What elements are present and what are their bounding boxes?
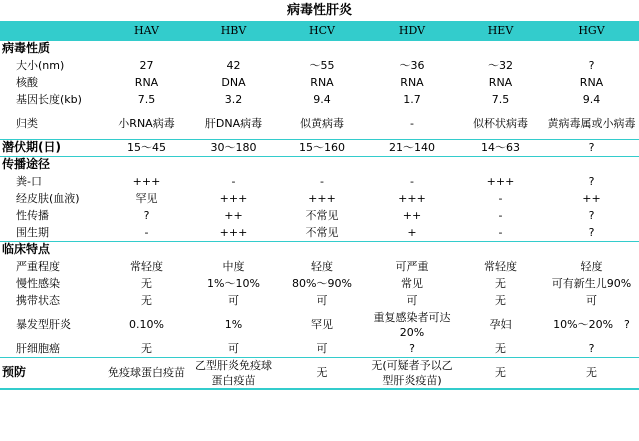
table-cell: 罕见 — [135, 192, 158, 205]
table-row — [0, 173, 639, 190]
section-cell — [190, 40, 277, 57]
section-cell: 15～160 — [277, 139, 367, 156]
section-row — [0, 241, 639, 258]
table-cell: 似黄病毒 — [300, 116, 344, 130]
section-cell: 无 — [544, 357, 639, 389]
table-cell: 可 — [228, 294, 239, 307]
table-cell: ～32 — [488, 59, 513, 72]
table-cell: 不常见 — [305, 209, 339, 222]
section-cell — [457, 156, 544, 173]
table-cell: 3.2 — [224, 93, 243, 106]
section-cell — [277, 156, 367, 173]
table-cell: 10%～20% ? — [553, 318, 630, 331]
section-cell: 无 — [457, 357, 544, 389]
section-title: 潜伏期(日) — [0, 139, 103, 156]
table-row — [0, 309, 639, 340]
table-cell: 轻度 — [311, 260, 333, 273]
section-cell — [367, 156, 457, 173]
table-cell: ? — [588, 341, 595, 355]
table-cell: 无 — [141, 341, 152, 355]
section-cell: 14～63 — [457, 139, 544, 156]
table-cell: RNA — [579, 76, 604, 89]
section-row — [0, 40, 639, 57]
table-cell: RNA — [488, 76, 513, 89]
row-label: 性传播 — [16, 209, 49, 222]
table-cell: 常见 — [401, 277, 423, 290]
table-cell: ? — [588, 59, 595, 72]
section-title: 传播途径 — [0, 156, 103, 173]
table-cell: 可 — [586, 294, 597, 307]
table-cell: +++ — [132, 175, 161, 188]
table-cell: 无 — [141, 277, 152, 290]
table-cell: +++ — [219, 225, 248, 239]
table-cell: - — [144, 225, 149, 239]
table-cell: 42 — [226, 59, 241, 72]
row-label: 严重程度 — [16, 260, 60, 273]
table-cell: 重复感染者可达20% — [373, 310, 451, 339]
table-cell: 无 — [495, 294, 506, 307]
table-cell: 不常见 — [305, 225, 339, 239]
table-cell: 可严重 — [395, 260, 429, 273]
table-row — [0, 258, 639, 275]
table-cell: - — [498, 209, 503, 222]
column-header — [0, 21, 103, 40]
table-cell: +++ — [219, 192, 248, 205]
table-cell: 孕妇 — [489, 318, 512, 331]
table-cell: 轻度 — [580, 260, 603, 273]
table-cell: DNA — [221, 76, 246, 89]
section-row — [0, 139, 639, 156]
row-label: 暴发型肝炎 — [16, 318, 71, 331]
table-row — [0, 74, 639, 91]
section-cell — [190, 156, 277, 173]
row-label: 核酸 — [16, 76, 38, 89]
table-cell: ? — [588, 209, 595, 222]
row-label: 肝细胞癌 — [16, 341, 60, 355]
table-cell: ～36 — [399, 59, 425, 72]
table-cell: 27 — [139, 59, 154, 72]
row-label: 围生期 — [16, 225, 49, 239]
table-cell: - — [410, 116, 414, 130]
table-cell: ? — [588, 225, 595, 239]
table-cell: - — [320, 175, 324, 188]
section-cell — [544, 156, 639, 173]
table-cell: 7.5 — [137, 93, 156, 106]
section-cell — [277, 40, 367, 57]
table-cell: 1%～10% — [207, 277, 260, 290]
table-cell: ～55 — [309, 59, 335, 72]
table-cell: ? — [588, 175, 595, 188]
section-cell: 乙型肝炎免疫球蛋白疫苗 — [190, 357, 277, 389]
table-cell: ++ — [402, 209, 422, 222]
section-row — [0, 156, 639, 173]
table-cell: ? — [143, 209, 150, 222]
column-header-hdv: HDV — [398, 23, 426, 37]
column-header-hbv: HBV — [220, 23, 247, 37]
column-header-hcv: HCV — [309, 23, 335, 37]
section-cell — [457, 40, 544, 57]
table-cell: RNA — [400, 76, 424, 89]
table-cell: 似杯状病毒 — [473, 116, 528, 130]
table-cell: 80%～90% — [292, 277, 352, 290]
section-title: 预防 — [0, 357, 103, 389]
table-row — [0, 190, 639, 207]
table-cell: 罕见 — [311, 318, 333, 331]
column-header-hgv: HGV — [578, 23, 605, 37]
table-cell: RNA — [310, 76, 334, 89]
table-cell: 小RNA病毒 — [118, 116, 175, 130]
row-label: 慢性感染 — [16, 277, 60, 290]
table-cell: 1% — [224, 318, 243, 331]
table-cell: 可 — [406, 294, 418, 307]
section-cell — [367, 241, 457, 258]
table-row — [0, 207, 639, 224]
table-row — [0, 57, 639, 74]
section-cell: 无(可疑者予以乙型肝炎疫苗) — [367, 357, 457, 389]
row-label: 基因长度(kb) — [16, 93, 82, 106]
section-cell — [544, 40, 639, 57]
row-label: 经皮肤(血液) — [16, 192, 80, 205]
table-cell: 常轻度 — [130, 260, 163, 273]
section-cell — [457, 241, 544, 258]
row-label: 大小(nm) — [16, 59, 65, 72]
section-cell — [277, 241, 367, 258]
table-cell: 可 — [228, 341, 239, 355]
table-body — [0, 40, 639, 389]
table-cell: 可有新生儿90% — [551, 277, 632, 290]
table-row — [0, 108, 639, 139]
section-cell — [103, 156, 190, 173]
table-cell: 无 — [495, 277, 506, 290]
table-cell: + — [407, 225, 417, 239]
section-cell — [103, 241, 190, 258]
page-title: 病毒性肝炎 — [286, 3, 352, 18]
table-cell: ++ — [582, 192, 601, 205]
table-cell: 常轻度 — [484, 260, 517, 273]
row-label: 归类 — [16, 116, 38, 130]
table-cell: 1.7 — [403, 93, 421, 106]
table-cell: ? — [409, 341, 415, 355]
table-cell: 9.4 — [582, 93, 601, 106]
table-cell: 7.5 — [491, 93, 510, 106]
table-cell: 肝DNA病毒 — [204, 116, 263, 130]
section-cell — [190, 241, 277, 258]
section-cell — [367, 40, 457, 57]
table-cell: 可 — [316, 294, 328, 307]
table-cell: - — [231, 175, 236, 188]
row-label: 携带状态 — [16, 294, 60, 307]
section-row — [0, 357, 639, 389]
table-row — [0, 292, 639, 309]
table-cell: 可 — [316, 341, 328, 355]
header-row — [0, 21, 639, 40]
section-cell: 免疫球蛋白疫苗 — [103, 357, 190, 389]
section-cell: 21～140 — [367, 139, 457, 156]
table-row — [0, 91, 639, 108]
table-cell: 0.10% — [129, 318, 164, 331]
row-label: 粪-口 — [16, 175, 42, 188]
section-cell: 15～45 — [103, 139, 190, 156]
table-cell: - — [498, 192, 503, 205]
table-row — [0, 275, 639, 292]
table-cell: 黄病毒属或小病毒 — [547, 116, 636, 130]
column-header-hev: HEV — [487, 23, 514, 37]
table-cell: 中度 — [222, 260, 245, 273]
table-cell: - — [410, 175, 414, 188]
hepatitis-table — [0, 21, 639, 390]
section-cell — [103, 40, 190, 57]
table-row — [0, 340, 639, 357]
column-header-hav: HAV — [134, 23, 159, 37]
table-cell: 无 — [141, 294, 152, 307]
table-row — [0, 224, 639, 241]
table-cell: 9.4 — [313, 93, 331, 106]
section-cell: ? — [544, 139, 639, 156]
table-cell: 无 — [495, 341, 506, 355]
table-cell: ++ — [224, 209, 243, 222]
table-cell: +++ — [486, 175, 515, 188]
section-cell: 无 — [277, 357, 367, 389]
section-cell — [544, 241, 639, 258]
section-cell: 30～180 — [190, 139, 277, 156]
table-cell: +++ — [308, 192, 336, 205]
section-title: 临床特点 — [0, 241, 103, 258]
table-cell: - — [498, 225, 503, 239]
table-cell: +++ — [398, 192, 426, 205]
table-cell: RNA — [134, 76, 159, 89]
section-title: 病毒性质 — [0, 40, 103, 57]
